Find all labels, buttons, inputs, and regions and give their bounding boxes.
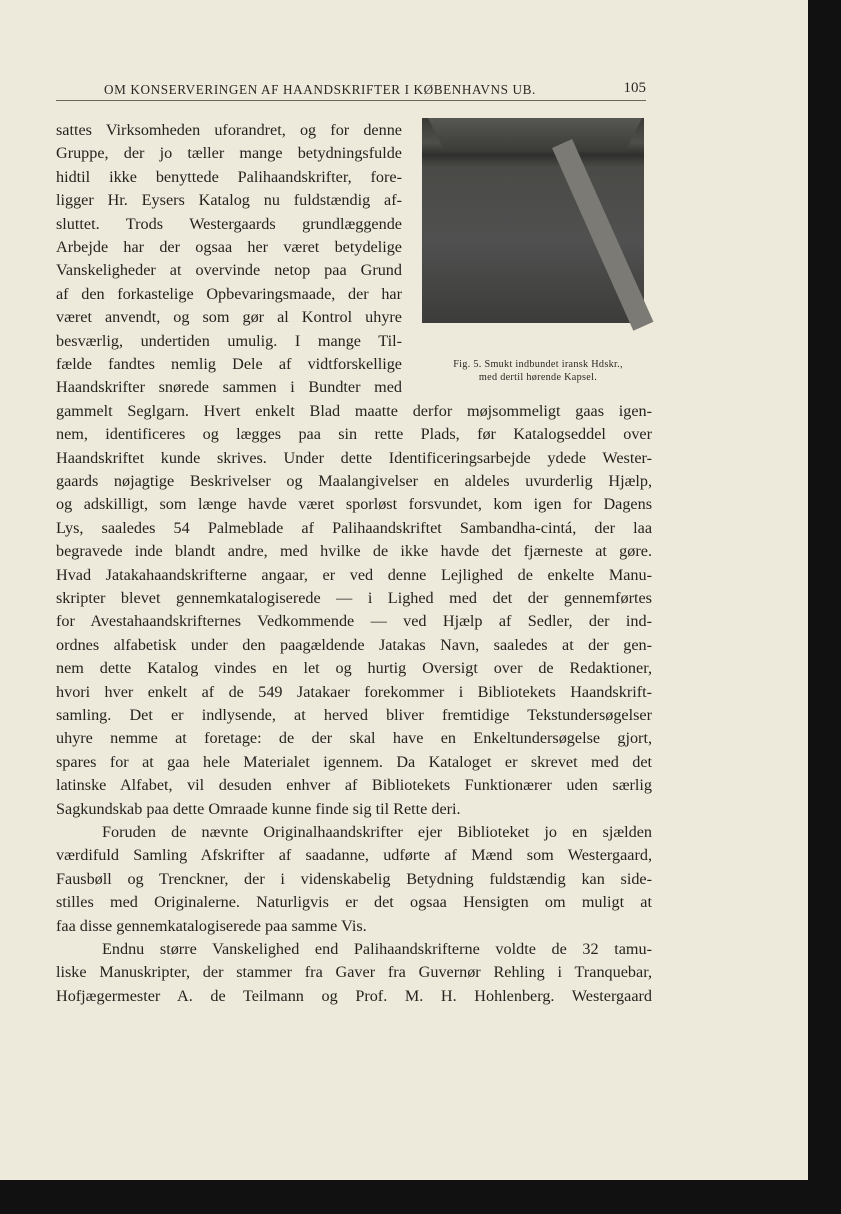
text-line: Haandskriftet kunde skrives. Under dette Identificeringsarbejde ydede Wester-: [56, 448, 652, 467]
text-line: ligger Hr. Eysers Katalog nu fuldstændig af-: [56, 191, 402, 210]
text-line: og adskilligt, som længe havde været sporløst forsvundet, kom igen for Dagens: [56, 495, 652, 514]
text-line: gaards nøjagtige Beskrivelser og Maalangivelser en aldeles uvurderlig Hjælp,: [56, 472, 652, 490]
text-line: af den forkastelige Opbevaringsmaade, der har: [56, 284, 402, 303]
text-line: liske Manuskripter, der stammer fra Gaver fra Guvernør Rehling i Tranquebar,: [56, 963, 652, 982]
caption-line: Fig. 5. Smukt indbundet iransk Hdskr.,: [453, 359, 623, 370]
text-line: Hofjægermester A. de Teilmann og Prof. M. H. Hohlenberg. Westergaard: [56, 986, 652, 1005]
text-line: hvori hver enkelt af de 549 Jatakaer forekommer i Bibliotekets Haandskrift-: [56, 682, 652, 701]
page-number: 105: [623, 80, 646, 96]
text-line: været anvendt, og som gør al Kontrol uhyre: [56, 308, 402, 327]
text-line: Foruden de nævnte Originalhaandskrifter ejer Biblioteket jo en sjælden: [102, 823, 652, 841]
text-line: Sagkundskab paa dette Omraade kunne finde sig til Rette deri.: [56, 799, 461, 818]
text-line: Lys, saaledes 54 Palmeblade af Palihaandskriftet Sambandha-cintá, der laa: [56, 518, 652, 537]
text-line: skripter blevet gennemkatalogiserede — i Lighed med det der gennemførtes: [56, 589, 652, 607]
text-line: nem dette Katalog vindes en let og hurtig Oversigt over de Redaktioner,: [56, 659, 652, 678]
text-line: Endnu større Vanskelighed end Palihaandskrifterne voldte de 32 tamu-: [102, 940, 652, 958]
text-line: sattes Virksomheden uforandret, og for denne: [56, 121, 402, 139]
text-line: Fausbøll og Trenckner, der i videnskabelig Betydning fuldstændig kan side-: [56, 869, 652, 888]
text-line: spares for at gaa hele Materialet igennem. Da Kataloget er skrevet med det: [56, 752, 652, 771]
case-lid: [428, 118, 642, 152]
text-line: hidtil ikke benyttede Palihaandskrifter, fore-: [56, 167, 402, 186]
text-line: latinske Alfabet, vil desuden enhver af Bibliotekets Funktionærer uden særlig: [56, 776, 652, 795]
text-line: gammelt Seglgarn. Hvert enkelt Blad maatte derfor møjsommeligt gaas igen-: [56, 401, 652, 420]
text-line: Hvad Jatakahaandskrifterne angaar, er ved denne Lejlighed de enkelte Manu-: [56, 565, 652, 584]
text-line: uhyre nemme at foretage: de der skal have en Enkeltundersøgelse gjort,: [56, 729, 652, 748]
figure-photo: [422, 118, 644, 340]
text-line: besværlig, undertiden umulig. I mange Til-: [56, 331, 402, 350]
text-line: Haandskrifter snørede sammen i Bundter med: [56, 378, 402, 397]
caption-line: med dertil hørende Kapsel.: [478, 372, 598, 383]
text-line: Vanskeligheder at overvinde netop paa Grund: [56, 261, 402, 280]
figure-caption: [424, 358, 652, 384]
text-line: sluttet. Trods Westergaards grundlæggende: [56, 214, 402, 233]
text-line: stilles med Originalerne. Naturligvis er det ogsaa Hensigten om muligt at: [56, 893, 652, 912]
text-line: nem, identificeres og lægges paa sin rette Plads, før Katalogseddel over: [56, 425, 652, 444]
text-line: begravede inde blandt andre, med hvilke de ikke havde det fjærneste at gøre.: [56, 542, 652, 561]
running-title: OM KONSERVERINGEN AF HAANDSKRIFTER I KØBENHAVNS UB.: [104, 82, 536, 97]
text-line: fælde fandtes nemlig Dele af vidtforskellige: [56, 355, 402, 373]
text-line: ordnes alfabetisk under den paagældende Jatakas Navn, saaledes at der gen-: [56, 635, 652, 654]
text-line: for Avestahaandskrifternes Vedkommende — ved Hjælp af Sedler, der ind-: [56, 612, 652, 631]
text-line: faa disse gennemkatalogiserede paa samme Vis.: [56, 916, 367, 935]
running-header: [56, 80, 646, 101]
text-line: værdifuld Samling Afskrifter af saadanne, udførte af Mænd som Westergaard,: [56, 846, 652, 865]
text-line: samling. Det er indlysende, at herved bliver fremtidige Tekstundersøgelser: [56, 706, 652, 724]
text-line: Gruppe, der jo tæller mange betydningsfulde: [56, 144, 402, 163]
text-line: Arbejde har der ogsaa her været betydelige: [56, 238, 402, 256]
